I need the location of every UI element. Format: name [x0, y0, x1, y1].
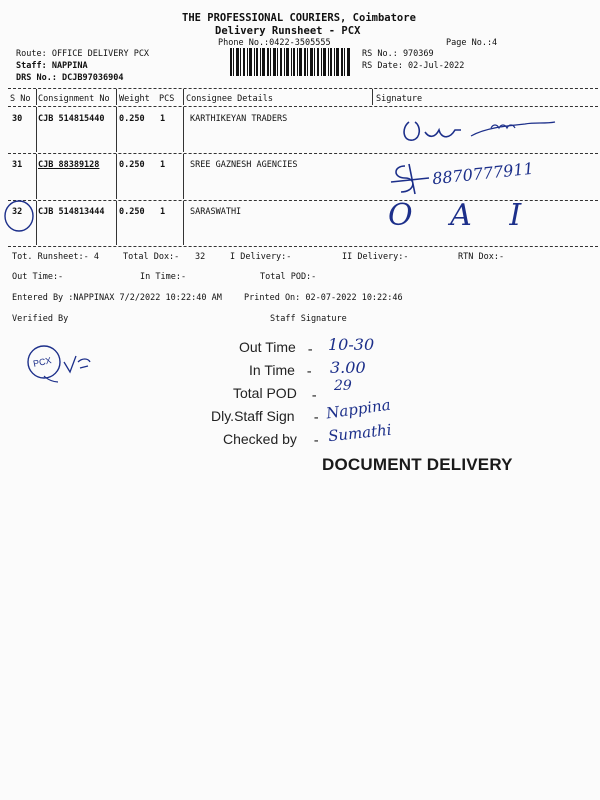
- total-dox-value: 32: [195, 252, 206, 262]
- row-rule: [8, 153, 598, 154]
- page-number: Page No.:4: [446, 38, 498, 48]
- col-header-consignee: Consignee Details: [186, 94, 273, 104]
- company-title: THE PROFESSIONAL COURIERS, Coimbatore: [182, 12, 416, 24]
- table-top-rule: [8, 88, 598, 89]
- verified-by: Verified By: [12, 314, 69, 324]
- out-time: Out Time:-: [12, 272, 64, 282]
- row-pcs: 1: [160, 160, 166, 170]
- in-time: In Time:-: [140, 272, 187, 282]
- row-consignment: CJB 514815440: [38, 114, 105, 124]
- stamp-in-time-label: In Time: [249, 362, 295, 378]
- stamp-out-time-value: 10-30: [328, 335, 375, 354]
- pcx-stamp-text: PCX: [32, 355, 53, 369]
- stamp-checked-by-value: Sumathi: [327, 420, 393, 446]
- staff-signature-label: Staff Signature: [270, 314, 347, 324]
- stamp-in-time-value: 3.00: [330, 358, 366, 377]
- table-bottom-rule: [8, 246, 598, 247]
- stamp-out-time-label: Out Time: [239, 339, 296, 355]
- header-rule: [8, 106, 598, 107]
- col-divider: [116, 89, 117, 105]
- row-pcs: 1: [160, 114, 166, 124]
- col-header-weight: Weight: [119, 94, 150, 104]
- rs-number: RS No.: 970369: [362, 49, 434, 59]
- signature-row31: [385, 160, 435, 200]
- row-consignment: CJB 88389128: [38, 160, 100, 170]
- drs-number: DRS No.: DCJB97036904: [16, 73, 124, 83]
- barcode: [230, 48, 350, 76]
- col-divider: [36, 201, 37, 245]
- col-divider: [116, 107, 117, 152]
- col-header-signature: Signature: [376, 94, 423, 104]
- i-delivery: I Delivery:-: [230, 252, 292, 262]
- stamp-dly-staff-sign-label: Dly.Staff Sign: [211, 408, 295, 424]
- route-label: Route: OFFICE DELIVERY PCX: [16, 49, 150, 59]
- col-header-sno: S No: [10, 94, 31, 104]
- col-divider: [36, 154, 37, 199]
- stamp-total-pod-label: Total POD: [233, 385, 297, 401]
- stamp-checked-by-label: Checked by: [223, 431, 297, 447]
- total-pod: Total POD:-: [260, 272, 317, 282]
- printed-on: Printed On: 02-07-2022 10:22:46: [244, 293, 403, 303]
- row-weight: 0.250: [119, 207, 145, 217]
- col-divider: [116, 154, 117, 199]
- col-header-consignment: Consignment No: [38, 94, 110, 104]
- col-divider: [36, 107, 37, 152]
- colon-mark: -: [306, 342, 315, 358]
- colon-mark: -: [310, 388, 319, 404]
- col-divider: [183, 154, 184, 199]
- col-divider: [36, 89, 37, 105]
- col-divider: [183, 201, 184, 245]
- col-header-pcs: PCS: [159, 94, 175, 104]
- colon-mark: -: [312, 410, 321, 426]
- row-consignee: KARTHIKEYAN TRADERS: [190, 114, 288, 124]
- stamp-total-pod-value: 29: [334, 378, 352, 394]
- row-consignee: SREE GAZNESH AGENCIES: [190, 160, 298, 170]
- phone-number: Phone No.:0422-3505555: [218, 38, 331, 48]
- row-pcs: 1: [160, 207, 166, 217]
- total-runsheet: Tot. Runsheet:- 4: [12, 252, 99, 262]
- col-divider: [183, 107, 184, 152]
- row-sno: 30: [12, 114, 23, 124]
- row-sno: 32: [12, 207, 23, 217]
- col-divider: [116, 201, 117, 245]
- stamp-dly-staff-sign-value: Nappina: [325, 395, 392, 423]
- col-divider: [372, 89, 373, 105]
- row-weight: 0.250: [119, 160, 145, 170]
- signature-row30: [395, 108, 565, 152]
- row-consignee: SARASWATHI: [190, 207, 242, 217]
- phone-handwritten: 8870777911: [431, 158, 535, 189]
- entered-by: Entered By :NAPPINAX 7/2/2022 10:22:40 AM: [12, 293, 222, 303]
- rs-date: RS Date: 02-Jul-2022: [362, 61, 465, 71]
- colon-mark: -: [305, 364, 314, 380]
- row-weight: 0.250: [119, 114, 145, 124]
- colon-mark: -: [312, 433, 321, 449]
- row-sno: 31: [12, 160, 23, 170]
- col-divider: [183, 89, 184, 105]
- staff-label: Staff: NAPPINA: [16, 61, 88, 71]
- rtn-dox: RTN Dox:-: [458, 252, 505, 262]
- ii-delivery: II Delivery:-: [342, 252, 409, 262]
- runsheet-title: Delivery Runsheet - PCX: [215, 25, 361, 37]
- total-dox-label: Total Dox:-: [123, 252, 180, 262]
- row-consignment: CJB 514813444: [38, 207, 105, 217]
- signature-row32: O A I: [388, 198, 536, 233]
- document-delivery-stamp: DOCUMENT DELIVERY: [322, 455, 513, 474]
